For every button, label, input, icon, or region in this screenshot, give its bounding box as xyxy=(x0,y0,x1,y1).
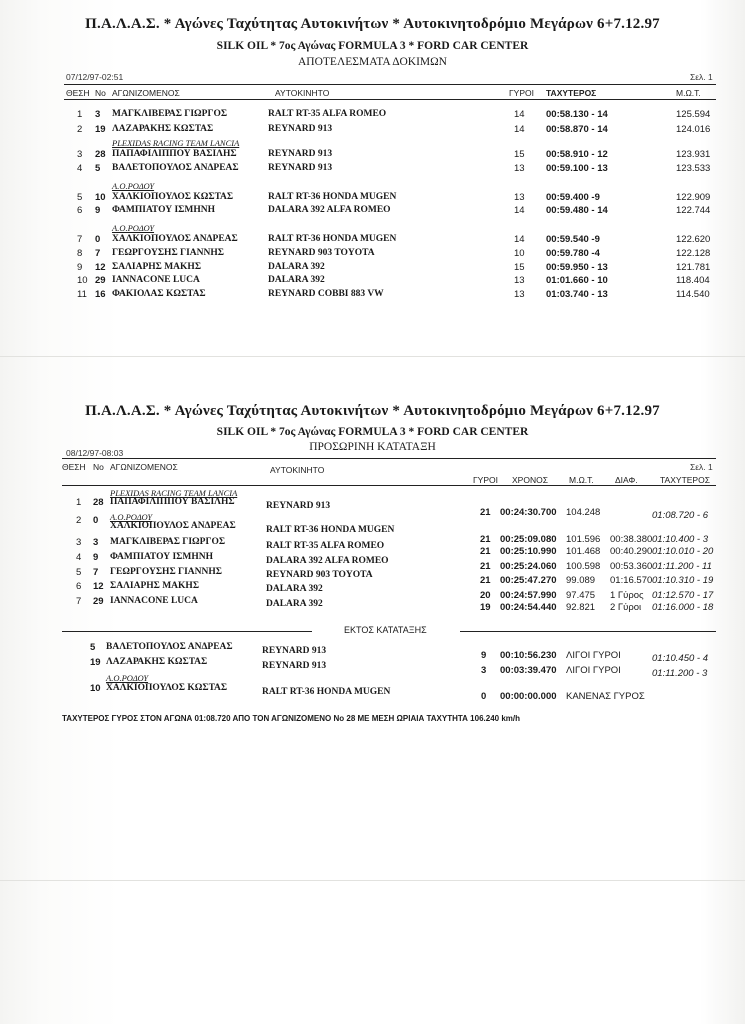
header-driver: ΑΓΩΝΙΖΟΜΕΝΟΣ xyxy=(110,462,178,472)
row-fastest-lap: 01:11.200 - 3 xyxy=(652,668,708,679)
row-position: 1 xyxy=(76,497,82,508)
row-laps: 0 xyxy=(481,691,487,702)
fold-line xyxy=(0,880,745,881)
race-page-number: Σελ. 1 xyxy=(690,462,713,472)
row-car-number: 12 xyxy=(93,581,104,592)
row-driver: ΛΑΖΑΡΑΚΗΣ ΚΩΣΤΑΣ xyxy=(112,124,214,134)
row-driver: ΧΑΛΚΙΟΠΟΥΛΟΣ ΚΩΣΤΑΣ xyxy=(112,192,234,202)
row-driver: ΦΑΚΙΟΛΑΣ ΚΩΣΤΑΣ xyxy=(112,289,206,299)
row-car: DALARA 392 xyxy=(266,584,323,594)
row-laps: 13 xyxy=(514,275,525,286)
header-gap: ΔΙΑΦ. xyxy=(615,475,638,485)
row-team: Α.Ο.ΡΟΔΟΥ xyxy=(112,223,155,233)
row-car: RALT RT-35 ALFA ROMEO xyxy=(268,109,387,119)
race-title: Π.Α.Λ.Α.Σ. * Αγώνες Ταχύτητας Αυτοκινήτων * Αυτοκινητοδρόμιο Μεγάρων 6+7.12.97 xyxy=(85,403,660,419)
row-car-number: 9 xyxy=(95,205,101,216)
header-fastest: ΤΑΧΥΤΕΡΟΣ xyxy=(546,88,597,98)
row-position: 5 xyxy=(76,567,82,578)
practice-section-title: ΑΠΟΤΕΛΕΣΜΑΤΑ ΔΟΚΙΜΩΝ xyxy=(297,56,447,68)
row-race-time: 00:24:30.700 xyxy=(500,507,557,518)
row-position: 10 xyxy=(77,275,88,286)
row-laps: 15 xyxy=(514,149,525,160)
row-position: 6 xyxy=(76,581,82,592)
row-car-number: 19 xyxy=(95,124,106,135)
row-average-speed: 123.533 xyxy=(676,163,711,174)
row-car-number: 10 xyxy=(95,192,106,203)
row-position: 3 xyxy=(76,537,82,548)
row-driver: ΜΑΓΚΛΙΒΕΡΑΣ ΓΙΩΡΓΟΣ xyxy=(110,537,226,547)
row-laps: 21 xyxy=(480,575,491,586)
row-car-number: 19 xyxy=(90,657,101,668)
row-car: RALT RT-36 HONDA MUGEN xyxy=(266,525,395,535)
row-car-number: 9 xyxy=(93,552,99,563)
row-race-time: 00:00:00.000 xyxy=(500,691,557,702)
race-timestamp: 08/12/97-08:03 xyxy=(66,448,124,458)
header-car: ΑΥΤΟΚΙΝΗΤΟ xyxy=(275,88,330,98)
row-team: PLEXIDAS RACING TEAM LANCIA xyxy=(110,488,238,498)
row-driver: ΓΕΩΡΓΟΥΣΗΣ ΓΙΑΝΝΗΣ xyxy=(110,567,222,577)
row-average-speed: 122.744 xyxy=(676,205,711,216)
row-car-number: 3 xyxy=(93,537,99,548)
header-no: No xyxy=(93,462,104,472)
row-fastest-lap: 01:01.660 - 10 xyxy=(546,275,608,286)
row-race-time: 00:10:56.230 xyxy=(500,650,557,661)
race-subtitle: SILK OIL * 7ος Αγώνας FORMULA 3 * FORD CAR CENTER xyxy=(216,426,529,438)
row-laps: 3 xyxy=(481,665,487,676)
row-average-speed: 121.781 xyxy=(676,262,711,273)
row-driver: ΒΑΛΕΤΟΠΟΥΛΟΣ ΑΝΔΡΕΑΣ xyxy=(106,642,233,652)
row-car-number: 3 xyxy=(95,109,101,120)
row-driver: IANNACONE LUCA xyxy=(112,275,200,285)
row-gap: 00:38.380 xyxy=(610,534,653,545)
row-fastest-lap: 00:58.910 - 12 xyxy=(546,149,608,160)
row-average-speed: 101.596 xyxy=(566,534,601,545)
row-driver: ΧΑΛΚΙΟΠΟΥΛΟΣ ΚΩΣΤΑΣ xyxy=(106,683,228,693)
header-laps: ΓΥΡΟΙ xyxy=(473,475,498,485)
row-laps: 13 xyxy=(514,163,525,174)
row-gap: 00:53.360 xyxy=(610,561,653,572)
row-car: REYNARD 913 xyxy=(266,501,331,511)
row-car-number: 5 xyxy=(90,642,96,653)
row-position: 6 xyxy=(77,205,83,216)
row-car: RALT RT-36 HONDA MUGEN xyxy=(268,234,397,244)
row-fastest-lap: 01:12.570 - 17 xyxy=(652,590,714,601)
row-position: 4 xyxy=(77,163,83,174)
row-team: Α.Ο.ΡΟΔΟΥ xyxy=(110,512,153,522)
race-section-title: ΠΡΟΣΩΡΙΝΗ ΚΑΤΑΤΑΞΗ xyxy=(309,441,436,453)
row-team: Α.Ο.ΡΟΔΟΥ xyxy=(112,181,155,191)
row-car-number: 16 xyxy=(95,289,106,300)
header-pos: ΘΕΣΗ xyxy=(66,88,90,98)
row-average-speed: 97.475 xyxy=(566,590,596,601)
row-laps: 14 xyxy=(514,109,525,120)
row-driver: ΣΑΛΙΑΡΗΣ ΜΑΚΗΣ xyxy=(110,581,200,591)
row-car: RALT RT-36 HONDA MUGEN xyxy=(268,192,397,202)
row-fastest-lap: 00:59.100 - 13 xyxy=(546,163,608,174)
row-fastest-lap: 00:59.540 -9 xyxy=(546,234,600,245)
row-car: DALARA 392 xyxy=(268,262,325,272)
row-fastest-lap: 01:08.720 - 6 xyxy=(652,510,708,521)
header-rule xyxy=(62,485,716,486)
excluded-heading: ΕΚΤΟΣ ΚΑΤΑΤΑΞΗΣ xyxy=(344,625,427,635)
practice-timestamp: 07/12/97-02:51 xyxy=(66,72,124,82)
row-driver: ΧΑΛΚΙΟΠΟΥΛΟΣ ΑΝΔΡΕΑΣ xyxy=(110,521,236,531)
row-laps: 19 xyxy=(480,602,491,613)
row-laps: 21 xyxy=(480,534,491,545)
row-average-speed: 100.598 xyxy=(566,561,601,572)
header-avg: Μ.Ω.Τ. xyxy=(676,88,701,98)
row-average-speed: 118.404 xyxy=(676,275,710,286)
row-position: 3 xyxy=(77,149,83,160)
row-note: ΛΙΓΟΙ ΓΥΡΟΙ xyxy=(566,665,621,676)
header-rule xyxy=(64,99,716,100)
row-race-time: 00:24:57.990 xyxy=(500,590,557,601)
header-driver: ΑΓΩΝΙΖΟΜΕΝΟΣ xyxy=(112,88,180,98)
row-gap: 2 Γύροι xyxy=(610,602,642,613)
header-rule xyxy=(64,84,716,85)
row-car: REYNARD 913 xyxy=(262,646,327,656)
row-average-speed: 124.016 xyxy=(676,124,711,135)
row-gap: 00:40.290 xyxy=(610,546,653,557)
row-car-number: 29 xyxy=(93,596,104,607)
row-car: RALT RT-36 HONDA MUGEN xyxy=(262,687,391,697)
row-race-time: 00:25:24.060 xyxy=(500,561,557,572)
row-car-number: 7 xyxy=(93,567,99,578)
header-rule xyxy=(62,458,716,459)
row-car-number: 10 xyxy=(90,683,101,694)
row-race-time: 00:25:09.080 xyxy=(500,534,557,545)
header-avg: Μ.Ω.Τ. xyxy=(569,475,594,485)
row-car: DALARA 392 xyxy=(266,599,323,609)
row-driver: ΦΑΜΠΙΑΤΟΥ ΙΣΜΗΝΗ xyxy=(110,552,213,562)
row-laps: 14 xyxy=(514,234,525,245)
row-fastest-lap: 01:16.000 - 18 xyxy=(652,602,714,613)
row-gap: 01:16.570 xyxy=(610,575,653,586)
row-fastest-lap: 01:10.450 - 4 xyxy=(652,653,708,664)
row-average-speed: 122.128 xyxy=(676,248,711,259)
row-average-speed: 104.248 xyxy=(566,507,601,518)
row-car: DALARA 392 ALFA ROMEO xyxy=(268,205,391,215)
row-average-speed: 114.540 xyxy=(676,289,710,300)
row-position: 1 xyxy=(77,109,83,120)
header-pos: ΘΕΣΗ xyxy=(62,462,86,472)
row-car-number: 7 xyxy=(95,248,101,259)
row-position: 11 xyxy=(77,289,87,300)
row-laps: 21 xyxy=(480,507,491,518)
row-car: REYNARD 913 xyxy=(262,661,327,671)
row-average-speed: 122.909 xyxy=(676,192,711,203)
row-average-speed: 101.468 xyxy=(566,546,601,557)
row-car: REYNARD COBBI 883 VW xyxy=(268,289,384,299)
row-average-speed: 122.620 xyxy=(676,234,711,245)
row-position: 4 xyxy=(76,552,82,563)
row-average-speed: 125.594 xyxy=(676,109,711,120)
row-position: 5 xyxy=(77,192,83,203)
row-driver: ΛΑΖΑΡΑΚΗΣ ΚΩΣΤΑΣ xyxy=(106,657,208,667)
row-car-number: 0 xyxy=(95,234,101,245)
row-fastest-lap: 01:10.310 - 19 xyxy=(652,575,714,586)
header-fastest: ΤΑΧΥΤΕΡΟΣ xyxy=(660,475,710,485)
row-driver: ΦΑΜΠΙΑΤΟΥ ΙΣΜΗΝΗ xyxy=(112,205,215,215)
row-driver: ΠΑΠΑΦΙΛΙΠΠΟΥ ΒΑΣΙΛΗΣ xyxy=(112,149,237,159)
header-no: No xyxy=(95,88,106,98)
row-fastest-lap: 01:03.740 - 13 xyxy=(546,289,608,300)
row-driver: ΣΑΛΙΑΡΗΣ ΜΑΚΗΣ xyxy=(112,262,202,272)
row-driver: ΓΕΩΡΓΟΥΣΗΣ ΓΙΑΝΝΗΣ xyxy=(112,248,224,258)
header-car: ΑΥΤΟΚΙΝΗΤΟ xyxy=(270,465,325,475)
row-position: 2 xyxy=(76,515,82,526)
header-time: ΧΡΟΝΟΣ xyxy=(512,475,548,485)
row-car-number: 28 xyxy=(95,149,106,160)
race-footer-note: ΤΑΧΥΤΕΡΟΣ ΓΥΡΟΣ ΣΤΟΝ ΑΓΩΝΑ 01:08.720 ΑΠΟ ΤΟΝ ΑΓΩΝΙΖΟΜΕΝΟ No 28 ΜΕ ΜΕΣΗ ΩΡΙΑΙΑ ΤΑΧΥΤΗΤΑ 106.240 km/h xyxy=(62,714,520,723)
row-driver: ΠΑΠΑΦΙΛΙΠΠΟΥ ΒΑΣΙΛΗΣ xyxy=(110,497,235,507)
row-race-time: 00:25:47.270 xyxy=(500,575,557,586)
row-position: 9 xyxy=(77,262,83,273)
row-fastest-lap: 00:59.400 -9 xyxy=(546,192,600,203)
row-note: ΛΙΓΟΙ ΓΥΡΟΙ xyxy=(566,650,621,661)
row-team: Α.Ο.ΡΟΔΟΥ xyxy=(106,673,149,683)
row-car-number: 12 xyxy=(95,262,106,273)
row-car-number: 5 xyxy=(95,163,101,174)
row-driver: ΧΑΛΚΙΟΠΟΥΛΟΣ ΑΝΔΡΕΑΣ xyxy=(112,234,238,244)
row-average-speed: 99.089 xyxy=(566,575,596,586)
excluded-divider-right xyxy=(460,631,716,632)
row-race-time: 00:24:54.440 xyxy=(500,602,557,613)
row-fastest-lap: 00:58.870 - 14 xyxy=(546,124,608,135)
row-driver: ΜΑΓΚΛΙΒΕΡΑΣ ΓΙΩΡΓΟΣ xyxy=(112,109,228,119)
row-laps: 13 xyxy=(514,289,525,300)
row-car: REYNARD 913 xyxy=(268,163,333,173)
row-laps: 21 xyxy=(480,561,491,572)
header-laps: ΓΥΡΟΙ xyxy=(509,88,534,98)
row-fastest-lap: 00:59.780 -4 xyxy=(546,248,600,259)
row-gap: 1 Γύρος xyxy=(610,590,644,601)
row-car: RALT RT-35 ALFA ROMEO xyxy=(266,541,385,551)
row-position: 7 xyxy=(76,596,82,607)
row-laps: 21 xyxy=(480,546,491,557)
row-car-number: 0 xyxy=(93,515,99,526)
row-car: REYNARD 913 xyxy=(268,124,333,134)
row-race-time: 00:03:39.470 xyxy=(500,665,557,676)
row-car: REYNARD 913 xyxy=(268,149,333,159)
row-average-speed: 92.821 xyxy=(566,602,596,613)
row-car-number: 28 xyxy=(93,497,104,508)
row-car: DALARA 392 xyxy=(268,275,325,285)
row-fastest-lap: 00:59.480 - 14 xyxy=(546,205,608,216)
row-fastest-lap: 01:10.400 - 3 xyxy=(652,534,708,545)
practice-title: Π.Α.Λ.Α.Σ. * Αγώνες Ταχύτητας Αυτοκινήτων * Αυτοκινητοδρόμιο Μεγάρων 6+7.12.97 xyxy=(85,16,660,32)
row-laps: 14 xyxy=(514,124,525,135)
row-fastest-lap: 01:10.010 - 20 xyxy=(652,546,714,557)
fold-line xyxy=(0,356,745,357)
row-fastest-lap: 00:58.130 - 14 xyxy=(546,109,608,120)
row-laps: 20 xyxy=(480,590,491,601)
row-race-time: 00:25:10.990 xyxy=(500,546,557,557)
row-fastest-lap: 01:11.200 - 11 xyxy=(652,561,712,572)
excluded-divider-left xyxy=(62,631,312,632)
row-driver: ΒΑΛΕΤΟΠΟΥΛΟΣ ΑΝΔΡΕΑΣ xyxy=(112,163,239,173)
row-car-number: 29 xyxy=(95,275,106,286)
row-note: ΚΑΝΕΝΑΣ ΓΥΡΟΣ xyxy=(566,691,645,702)
row-laps: 15 xyxy=(514,262,525,273)
row-laps: 9 xyxy=(481,650,487,661)
row-fastest-lap: 00:59.950 - 13 xyxy=(546,262,608,273)
practice-page-number: Σελ. 1 xyxy=(690,72,713,82)
row-position: 7 xyxy=(77,234,83,245)
row-laps: 13 xyxy=(514,192,525,203)
row-car: REYNARD 903 TOYOTA xyxy=(268,248,375,258)
row-car: REYNARD 903 TOYOTA xyxy=(266,570,373,580)
row-laps: 10 xyxy=(514,248,525,259)
row-average-speed: 123.931 xyxy=(676,149,711,160)
row-team: PLEXIDAS RACING TEAM LANCIA xyxy=(112,138,240,148)
row-laps: 14 xyxy=(514,205,525,216)
row-car: DALARA 392 ALFA ROMEO xyxy=(266,556,389,566)
practice-subtitle: SILK OIL * 7ος Αγώνας FORMULA 3 * FORD CAR CENTER xyxy=(216,40,529,52)
row-driver: IANNACONE LUCA xyxy=(110,596,198,606)
row-position: 2 xyxy=(77,124,83,135)
row-position: 8 xyxy=(77,248,83,259)
